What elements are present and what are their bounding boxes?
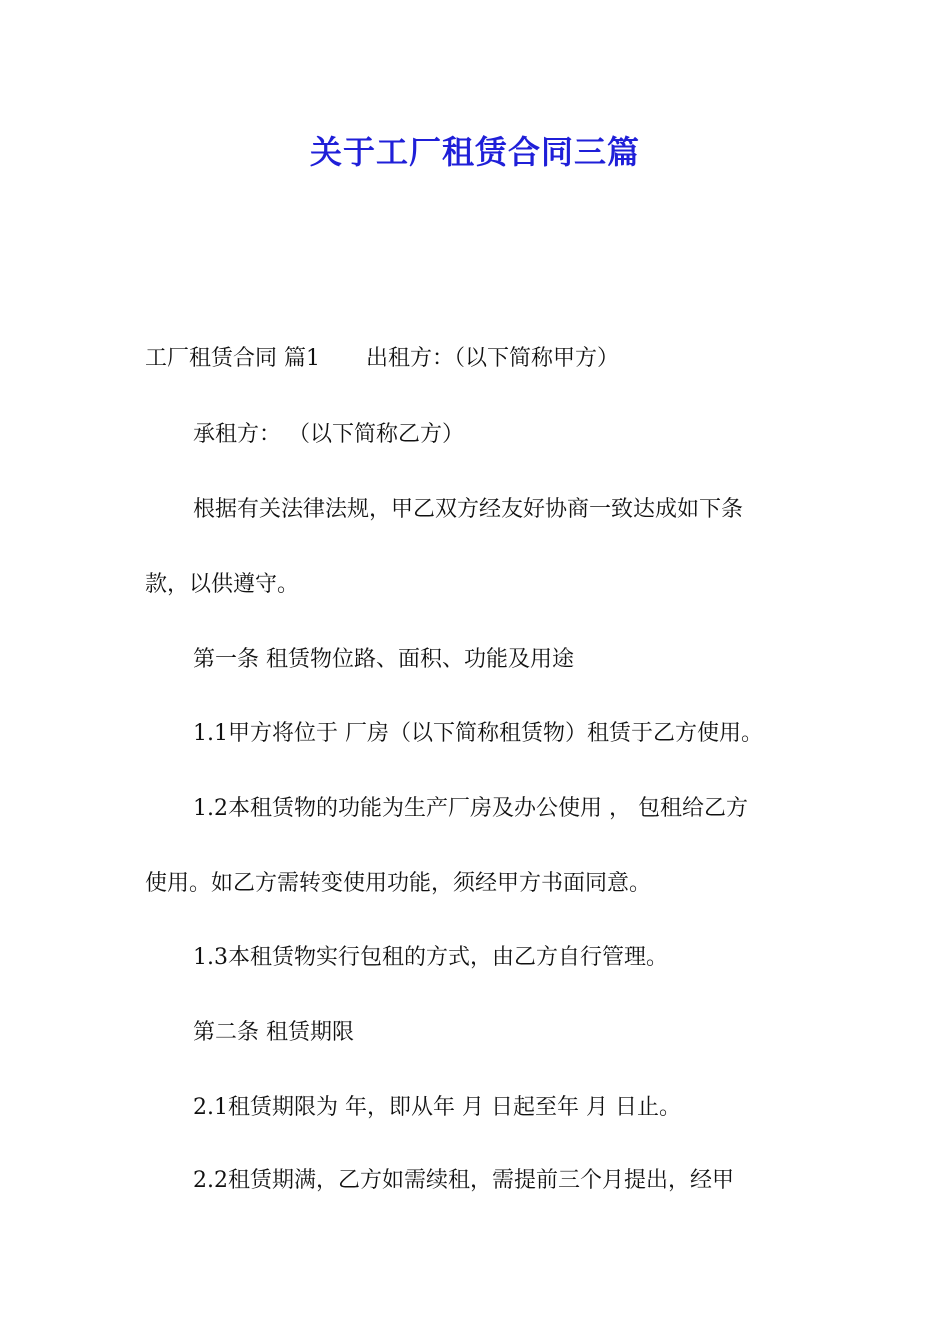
clause-line: 2.1租赁期限为 年，即从年 月 日起至年 月 日止。 — [193, 1095, 681, 1120]
clause-line: 2.2租赁期满，乙方如需续租，需提前三个月提出，经甲 — [193, 1168, 734, 1193]
article-heading: 第一条 租赁物位路、面积、功能及用途 — [193, 647, 574, 672]
lessee-line: 承租方： （以下简称乙方） — [193, 422, 464, 447]
clause-line: 1.3本租赁物实行包租的方式，由乙方自行管理。 — [193, 945, 668, 970]
clause-line: 1.1甲方将位于 厂房（以下简称租赁物）租赁于乙方使用。 — [193, 721, 763, 746]
paragraph-line: 款，以供遵守。 — [145, 572, 300, 597]
document-title: 关于工厂租赁合同三篇 — [309, 133, 640, 171]
header-line — [145, 344, 825, 374]
clause-line: 1.2本租赁物的功能为生产厂房及办公使用 ， 包租给乙方 — [193, 796, 748, 821]
article-heading: 第二条 租赁期限 — [193, 1020, 354, 1045]
section-label: 工厂租赁合同 篇1 — [145, 346, 320, 371]
lessor-line: 出租方：（以下简称甲方） — [366, 346, 620, 371]
clause-line: 使用。如乙方需转变使用功能，须经甲方书面同意。 — [145, 871, 652, 896]
paragraph-line: 根据有关法律法规，甲乙双方经友好协商一致达成如下条 — [193, 497, 744, 522]
